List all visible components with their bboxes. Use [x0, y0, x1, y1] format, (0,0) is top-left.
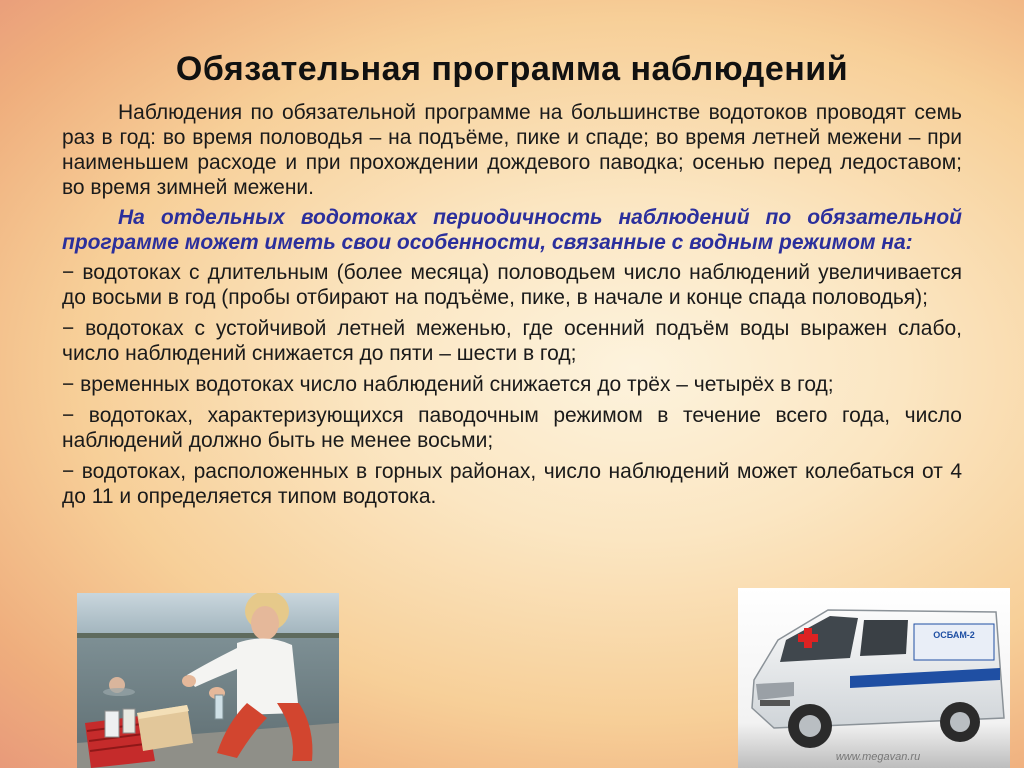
bullet-item: − водотоках с устойчивой летней меженью, где осенний подъём воды выражен слабо, число наблюдений снижается до пяти – шести в год; [62, 317, 962, 365]
bullet-item: − водотоках, расположенных в горных районах, число наблюдений может колебаться от 4 до 11 и определяется типом водотока. [62, 460, 962, 508]
van-watermark: www.megavan.ru [835, 751, 921, 763]
slide-title: Обязательная программа наблюдений [175, 50, 849, 88]
slide-body [62, 100, 962, 515]
bullet-item: − временных водотоках число наблюдений снижается до трёх – четырёх в год; [62, 373, 834, 396]
laboratory-van-photo [738, 588, 1010, 768]
water-sampling-photo [77, 593, 339, 768]
highlight-paragraph: На отдельных водотоках периодичность наблюдений по обязательной программе может иметь свои особенности, связанные с водным режимом на: [62, 206, 962, 254]
bullet-item: − водотоках с длительным (более месяца) половодьем число наблюдений увеличивается до восьми в год (пробы отбирают на подъёме, пике, в начале и конце спада половодья); [62, 261, 962, 309]
bullet-item: − водотоках, характеризующихся паводочным режимом в течение всего года, число наблюдений должно быть не менее восьми; [62, 404, 962, 452]
intro-paragraph: Наблюдения по обязательной программе на большинстве водотоков проводят семь раз в год: во время половодья – на подъёме, пике и спаде; во время летней межени – при наименьшем расходе и при прохождении дождевого паводка; осенью перед ледоставом; во время зимней межени. [62, 101, 962, 199]
van-label: ОСБАМ-2 [933, 630, 975, 640]
